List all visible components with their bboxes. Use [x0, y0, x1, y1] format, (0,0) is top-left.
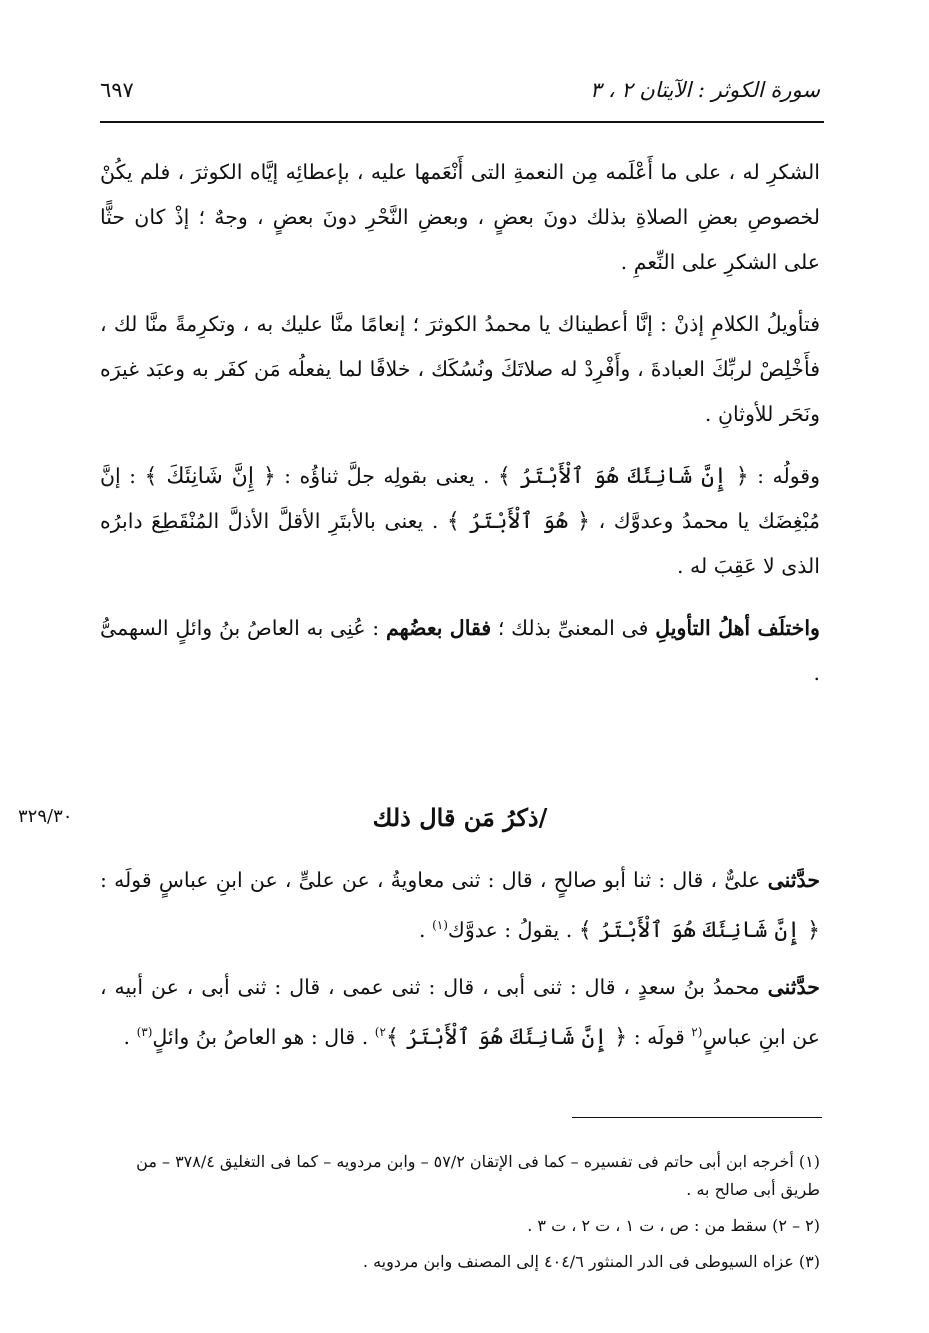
- para3-mid2: : إنَّ مُبْغِضَك يا محمدُ وعدوَّك ،: [100, 464, 820, 533]
- paragraph-3: [100, 454, 820, 589]
- hadith1-text2: . يقولُ : عدوَّك: [447, 917, 573, 942]
- para3-mid1: . يعنى بقولِه جلَّ ثناؤُه :: [284, 464, 490, 488]
- page-header: [100, 70, 820, 110]
- paragraph-2: فتأويلُ الكلامِ إذنْ : إنَّا أعطيناك يا محمدُ الكوثرَ ؛ إنعامًا منَّا عليك به ، وتكرِمةً منَّا لك ، فأَخْلِصْ لربِّكَ العبادةَ ، وأَفْرِدْ له صلاتَكَ ونُسُكَك ، خلافًا لما يفعلُه مَن كفَر به وعبَد غيرَه ونَحَر للأوثانِ .: [100, 312, 820, 426]
- para3-lead: وقولُه :: [757, 464, 820, 488]
- hadith1-end: .: [419, 917, 426, 942]
- page-number: ٦٩٧: [100, 78, 134, 102]
- hadith-1: [100, 858, 820, 953]
- para4-bold1: واختلَف أهلُ التأويلِ: [655, 616, 820, 640]
- hadith-text: [100, 858, 820, 1072]
- hadith2-text1: محمدُ بنُ سعدٍ ، قال : ثنى أبى ، قال : ثنى عمى ، قال : ثنى أبى ، عن أبيه ، عن ابنِ عباسٍ: [100, 974, 820, 1049]
- quran-verse: ﴿ إِنَّ شَانِئَكَ ﴾: [144, 464, 276, 489]
- footnote-marker[interactable]: (٢: [691, 1024, 703, 1039]
- footnote-1: (١) أخرجه ابن أبى حاتم فى تفسيره – كما فى الإتقان ٥٧/٢ – وابن مردويه – كما فى التغليق ٣٧٨/٤ – من طريق أبى صالح به .: [136, 1152, 820, 1199]
- quran-verse: ﴿ إِنَّ شَانِئَكَ هُوَ ٱلْأَبْتَرُ ﴾: [385, 1024, 628, 1050]
- main-text: [100, 150, 820, 713]
- footnote-marker[interactable]: (١): [432, 918, 448, 932]
- paragraph-1: الشكرِ له ، على ما أَعْلَمه مِن النعمةِ التى أَنْعَمها عليه ، بإعطائِه إيَّاه الكوثرَ ، فلم يكُنْ لخصوصِ بعضِ الصلاةِ بذلك دونَ بعضٍ ، وبعضِ النَّحْرِ دونَ بعضٍ ، وجهٌ ؛ إذْ كان حثًّا على الشكرِ على النِّعمِ .: [100, 160, 820, 274]
- quran-verse: ﴿ هُوَ ٱلْأَبْتَرُ ﴾: [446, 509, 591, 534]
- quran-verse: ﴿ إِنَّ شَانِئَكَ هُوَ ٱلْأَبْتَرُ ﴾: [578, 917, 820, 943]
- hadith1-bold: حدَّثنى: [767, 868, 820, 892]
- para4-bold2: فقال بعضُهم: [385, 616, 492, 640]
- para3-tail: . يعنى بالأبتَرِ الأقلَّ الأذلَّ المُنْقَطِعَ دابرُه الذى لا عَقِبَ له .: [100, 509, 820, 578]
- hadith2-bold: حدَّثنى: [767, 974, 820, 999]
- footnotes: [100, 1148, 820, 1284]
- para4-text2: : عُنِى به العاصُ بنُ وائلٍ السهمىُّ .: [100, 616, 820, 685]
- para4-text1: فى المعنىِّ بذلك ؛: [497, 616, 649, 640]
- header-rule: [100, 121, 824, 123]
- hadith1-text1: علىٌّ ، قال : ثنا أبو صالحٍ ، قال : ثنى معاويةُ ، عن علىٍّ ، عن ابنِ عباسٍ قولَه :: [100, 868, 761, 892]
- footnote-rule: [572, 1117, 822, 1118]
- paragraph-4: [100, 606, 820, 696]
- footnote-2: (٢ – ٢) سقط من : ص ، ت ١ ، ت ٢ ، ت ٣ .: [527, 1216, 820, 1235]
- section-heading: /ذكرُ مَن قال ذلك: [372, 803, 548, 832]
- hadith-2: [100, 965, 820, 1060]
- margin-reference: ٣٢٩/٣٠: [18, 806, 73, 827]
- running-title: سورة الكوثر : الآيتان ٢ ، ٣: [590, 78, 820, 102]
- hadith2-text3: . قال : هو العاصُ بنُ وائلٍ: [152, 1024, 369, 1049]
- footnote-3: (٣) عزاه السيوطى فى الدر المنثور ٤٠٤/٦ إلى المصنف وابن مردويه .: [362, 1252, 820, 1271]
- footnote-marker[interactable]: (٣): [136, 1024, 153, 1039]
- hadith2-end: .: [123, 1024, 131, 1049]
- footnote-marker[interactable]: ٢): [374, 1024, 386, 1039]
- quran-verse: ﴿ إِنَّ شَانِئَكَ هُوَ ٱلْأَبْتَرُ ﴾: [497, 464, 749, 489]
- hadith2-text2: قولَه :: [633, 1024, 685, 1049]
